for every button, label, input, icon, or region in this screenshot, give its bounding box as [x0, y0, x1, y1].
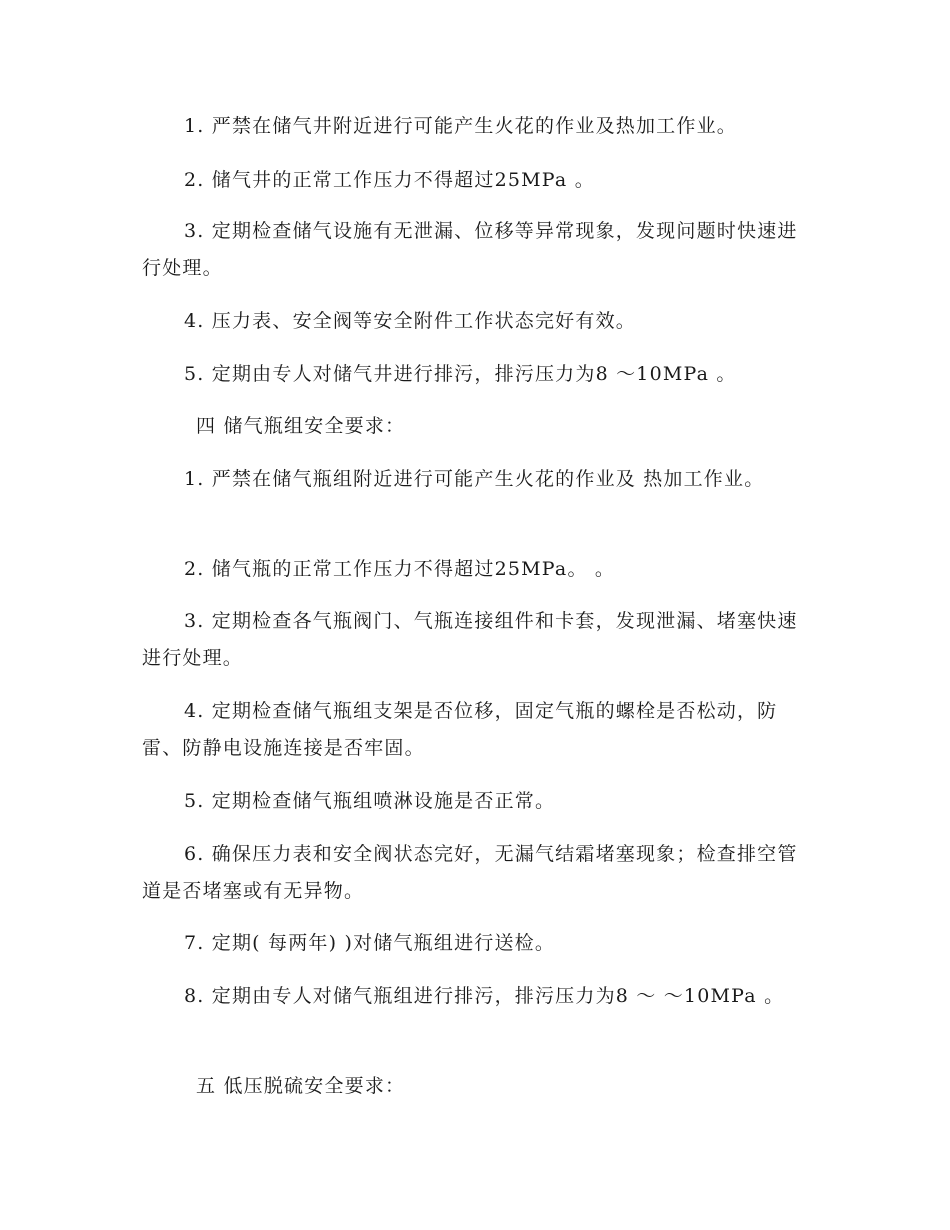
cylinder-item-5: 5. 定期检查储气瓶组喷淋设施是否正常。	[184, 790, 556, 812]
section-five-heading: 五 低压脱硫安全要求：	[196, 1075, 406, 1097]
cylinder-item-3: 3. 定期检查各气瓶阀门、气瓶连接组件和卡套，发现泄漏、堵塞快速进行处理。	[142, 610, 798, 669]
wells-item-1: 1. 严禁在储气井附近进行可能产生火花的作业及热加工作业。	[184, 115, 737, 137]
section-four-heading: 四 储气瓶组安全要求：	[196, 415, 406, 437]
cylinder-item-2: 2. 储气瓶的正常工作压力不得超过25MPa。 。	[184, 558, 616, 580]
wells-item-3: 3. 定期检查储气设施有无泄漏、位移等异常现象，发现问题时快速进行处理。	[142, 220, 798, 279]
cylinder-item-1: 1. 严禁在储气瓶组附近进行可能产生火花的作业及 热加工作业。	[184, 468, 765, 490]
wells-item-5: 5. 定期由专人对储气井进行排污，排污压力为8 ～10MPa 。	[184, 363, 737, 385]
cylinder-item-4: 4. 定期检查储气瓶组支架是否位移，固定气瓶的螺栓是否松动，防雷、防静电设施连接是否牢固。	[142, 700, 778, 759]
cylinder-item-8: 8. 定期由专人对储气瓶组进行排污，排污压力为8 ～ ～10MPa 。	[184, 985, 785, 1007]
cylinder-item-7: 7. 定期( 每两年) )对储气瓶组进行送检。	[184, 932, 556, 954]
wells-item-2: 2. 储气井的正常工作压力不得超过25MPa 。	[184, 169, 595, 191]
wells-item-4: 4. 压力表、安全阀等安全附件工作状态完好有效。	[184, 310, 636, 332]
cylinder-item-6: 6. 确保压力表和安全阀状态完好，无漏气结霜堵塞现象；检查排空管道是否堵塞或有无异物。	[142, 843, 798, 902]
